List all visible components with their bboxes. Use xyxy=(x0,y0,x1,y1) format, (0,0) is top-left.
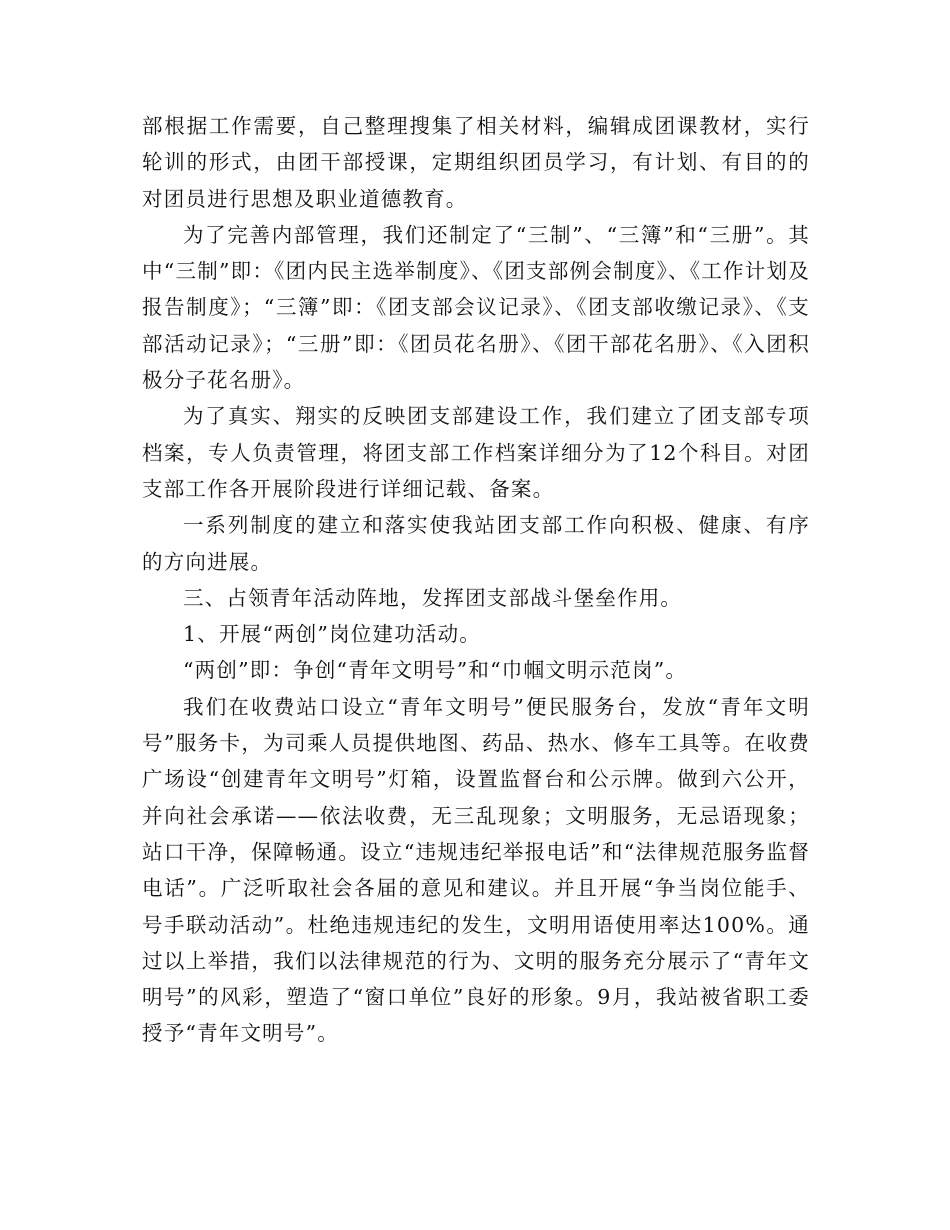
document-body xyxy=(142,108,810,1052)
paragraph-archives: 为了真实、翔实的反映团支部建设工作，我们建立了团支部专项档案，专人负责管理，将团支部工作档案详细分为了12个科目。对团支部工作各开展阶段进行详细记载、备案。 xyxy=(142,404,810,501)
paragraph-system-progress: 一系列制度的建立和落实使我站团支部工作向积极、健康、有序的方向进展。 xyxy=(142,513,810,574)
paragraph-internal-management: 为了完善内部管理，我们还制定了“三制”、“三簿”和“三册”。其中“三制”即：《团内民主选举制度》、《团支部例会制度》、《工作计划及报告制度》；“三簿”即：《团支部会议记录》、《团支部收缴记录》、《支部活动记录》；“三册”即：《团员花名册》、《团干部花名册》、《入团积极分子花名册》。 xyxy=(142,222,810,393)
subsection-heading-1: 1、开展“两创”岗位建功活动。 xyxy=(183,622,482,647)
paragraph-two-creations: “两创”即：争创“青年文明号”和“巾帼文明示范岗”。 xyxy=(183,658,688,683)
section-heading-3: 三、占领青年活动阵地，发挥团支部战斗堡垒作用。 xyxy=(183,585,683,610)
paragraph-youth-civilization: 我们在收费站口设立“青年文明号”便民服务台，发放“青年文明号”服务卡，为司乘人员提供地图、药品、热水、修车工具等。在收费广场设“创建青年文明号”灯箱，设置监督台和公示牌。做到六公开，并向社会承诺——依法收费，无三乱现象；文明服务，无忌语现象；站口干净，保障畅通。设立“违规违纪举报电话”和“法律规范服务监督电话”。广泛听取社会各届的意见和建议。并且开展“争当岗位能手、号手联动活动”。杜绝违规违纪的发生，文明用语使用率达100%。通过以上举措，我们以法律规范的行为、文明的服务充分展示了“青年文明号”的风彩，塑造了“窗口单位”良好的形象。9月，我站被省职工委授予“青年文明号”。 xyxy=(142,694,810,1046)
paragraph-continuation: 部根据工作需要，自己整理搜集了相关材料，编辑成团课教材，实行轮训的形式，由团干部授课，定期组织团员学习，有计划、有目的的对团员进行思想及职业道德教育。 xyxy=(142,114,810,211)
